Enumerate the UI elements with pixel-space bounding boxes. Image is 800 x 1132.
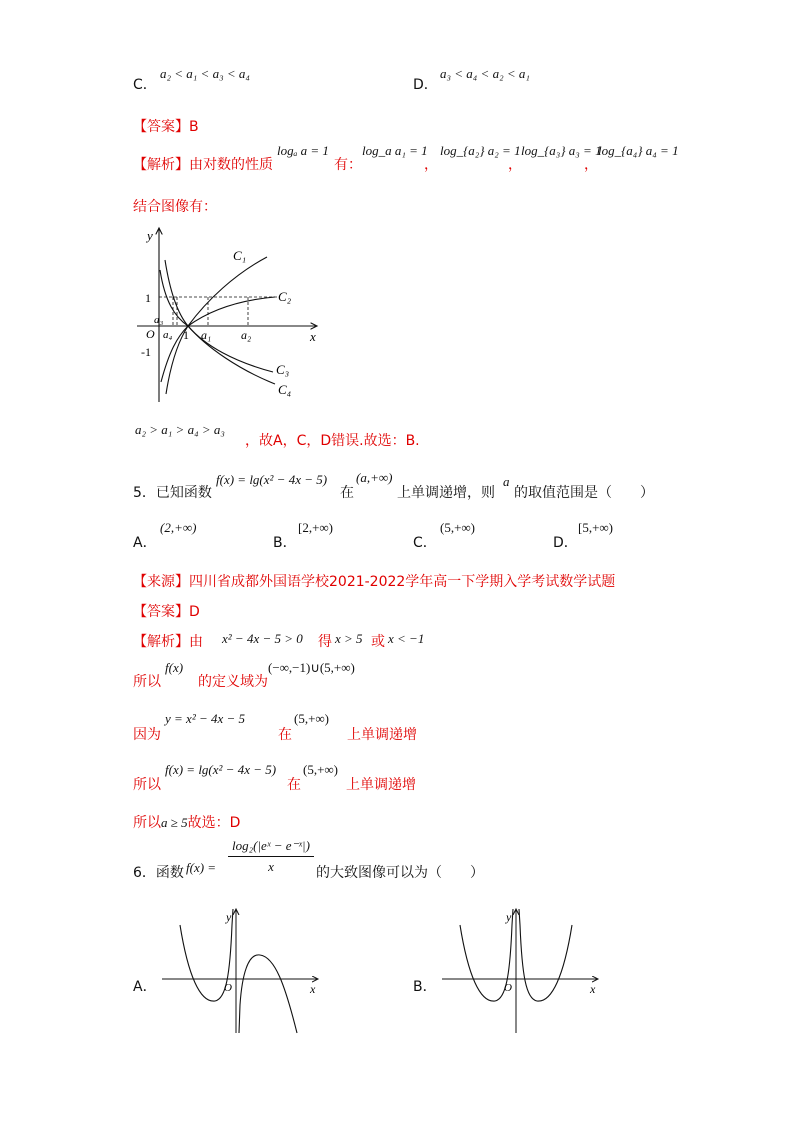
q5-line3-int: (5,+∞) (294, 711, 330, 726)
q5-line4-b: 上单调递增 (346, 777, 416, 793)
q5-line3-a: 因为 (133, 727, 161, 743)
tick-neg1: -1 (141, 345, 151, 359)
line5-a: 所以 (133, 815, 161, 831)
q5-option-d: [5,+∞) (578, 520, 614, 535)
sep: ， (584, 157, 598, 173)
q6-denominator: x (268, 859, 274, 874)
q5-function: f(x) = lg(x² − 4x − 5) (216, 472, 328, 487)
curve-right (519, 909, 572, 1001)
q5-de: 得 (318, 634, 332, 650)
curve-c4 (160, 270, 275, 384)
q5-source (133, 571, 615, 591)
label-c1: C₁ (233, 248, 247, 263)
label-c2: C₂ (278, 289, 292, 304)
q5-tail2: 的取值范围是（ ） (514, 485, 654, 501)
source-tag: 【来源】 (133, 574, 189, 590)
origin-label: O (224, 982, 232, 994)
curve-right (239, 955, 297, 1033)
q5-option-a: (2,+∞) (160, 520, 197, 535)
analysis-line (133, 154, 273, 174)
q6-f-lhs: f(x) = (186, 860, 217, 875)
option-label: C． (133, 77, 157, 93)
option-d-math: a₃ < a₄ < a₂ < a₁ (440, 66, 530, 81)
option-c (133, 74, 157, 94)
q5-a: a (503, 474, 510, 489)
q5-x-gt-5: x > 5 (335, 631, 363, 646)
answer-tag: 【答案】 (133, 604, 189, 620)
q5-domain: (−∞,−1)∪(5,+∞) (268, 660, 355, 675)
q5-line2-b: 的定义域为 (198, 674, 268, 690)
q5-line3-in: 在 (278, 727, 292, 743)
tick-1: 1 (145, 291, 151, 305)
q5-x-lt-neg1: x < −1 (388, 631, 425, 646)
option-c-math: a₂ < a₁ < a₃ < a₄ (160, 66, 250, 81)
label-a3: a₃ (154, 314, 164, 326)
line5-b: 故选：D (187, 815, 241, 831)
conclusion-text: ，故A，C，D错误.故选：B. (245, 433, 420, 449)
q5-option-c-label: C． (413, 535, 437, 551)
axis-y-label: y (226, 910, 232, 924)
analysis-tag: 【解析】 (133, 634, 189, 650)
axis-x-label: x (590, 982, 596, 996)
axis-x-label: x (310, 982, 316, 996)
line5-math: a ≥ 5 (161, 815, 188, 830)
analysis-tag: 【解析】 (133, 157, 189, 173)
q5-option-d-label: D． (553, 535, 578, 551)
origin-label: O (504, 982, 512, 994)
axis-x-label: x (310, 329, 316, 344)
q6-graph-b (440, 905, 605, 1035)
q5-answer (133, 601, 200, 621)
q5-line4-in: 在 (287, 777, 301, 793)
sep: ， (508, 157, 522, 173)
q5-y-eq: y = x² − 4x − 5 (165, 711, 246, 726)
q6-numerator: log₂(|eˣ − e⁻ˣ|) (228, 838, 314, 857)
q6-graph-a (160, 905, 325, 1035)
q6-option-a-label: A． (133, 979, 157, 995)
q5-line2-a: 所以 (133, 674, 161, 690)
option-label: D． (413, 77, 438, 93)
q6-fraction (228, 838, 314, 875)
q5-interval: (a,+∞) (356, 470, 393, 485)
answer-tag: 【答案】 (133, 119, 189, 135)
q5-in: 在 (340, 485, 354, 501)
q5-line4-a: 所以 (133, 777, 161, 793)
q5-option-b: [2,+∞) (298, 520, 334, 535)
log-graph (135, 222, 335, 407)
combine-text: 结合图像有： (133, 199, 217, 215)
q6-stem-start: 6．函数 (133, 865, 184, 881)
q5-line4-int: (5,+∞) (303, 762, 339, 777)
q6-tail: 的大致图像可以为（ ） (316, 865, 484, 881)
q5-line5 (133, 812, 240, 832)
q5-option-c: (5,+∞) (440, 520, 476, 535)
curve-c3 (165, 260, 273, 372)
q5-analysis-tag (133, 631, 203, 651)
analysis-text: 由对数的性质 (189, 157, 273, 173)
origin-label: O (146, 327, 155, 341)
answer-line (133, 116, 199, 136)
axis-y-label: y (147, 228, 153, 243)
q5-fx: f(x) (165, 660, 184, 675)
you-text: 有： (334, 157, 362, 173)
axis-y-label: y (506, 910, 512, 924)
label-c3: C₃ (276, 362, 290, 377)
q5-or: 或 (371, 634, 385, 650)
q5-tail: 上单调递增，则 (397, 485, 495, 501)
answer-value: D (189, 604, 200, 620)
source-text: 四川省成都外国语学校2021-2022学年高一下学期入学考试数学试题 (189, 574, 616, 590)
option-d (413, 74, 438, 94)
q5-line3-b: 上单调递增 (347, 727, 417, 743)
eq-2: log_{a₂} a₂ = 1 (440, 143, 521, 158)
label-x1: 1 (183, 328, 189, 342)
label-a1: a₁ (201, 328, 212, 342)
conclusion-math: a₂ > a₁ > a₄ > a₃ (135, 422, 225, 437)
answer-value: B (189, 119, 199, 135)
label-a2: a₂ (241, 328, 252, 342)
q5-option-b-label: B． (273, 535, 297, 551)
q5-option-a-label: A． (133, 535, 157, 551)
label-c4: C₄ (278, 382, 292, 397)
analysis-text: 由 (189, 634, 203, 650)
eq-1: log_a a₁ = 1 (362, 143, 428, 158)
q5-stem-start: 5．已知函数 (133, 485, 212, 501)
q6-option-b-label: B． (413, 979, 437, 995)
eq-4: log_{a₄} a₄ = 1 (598, 143, 679, 158)
sep: ， (424, 157, 438, 173)
q5-f-def: f(x) = lg(x² − 4x − 5) (165, 762, 277, 777)
log-property: logₐ a = 1 (277, 143, 329, 158)
eq-3: log_{a₃} a₃ = 1 (521, 143, 602, 158)
label-a4: a₄ (163, 329, 173, 341)
q5-ineq: x² − 4x − 5 > 0 (222, 631, 303, 646)
